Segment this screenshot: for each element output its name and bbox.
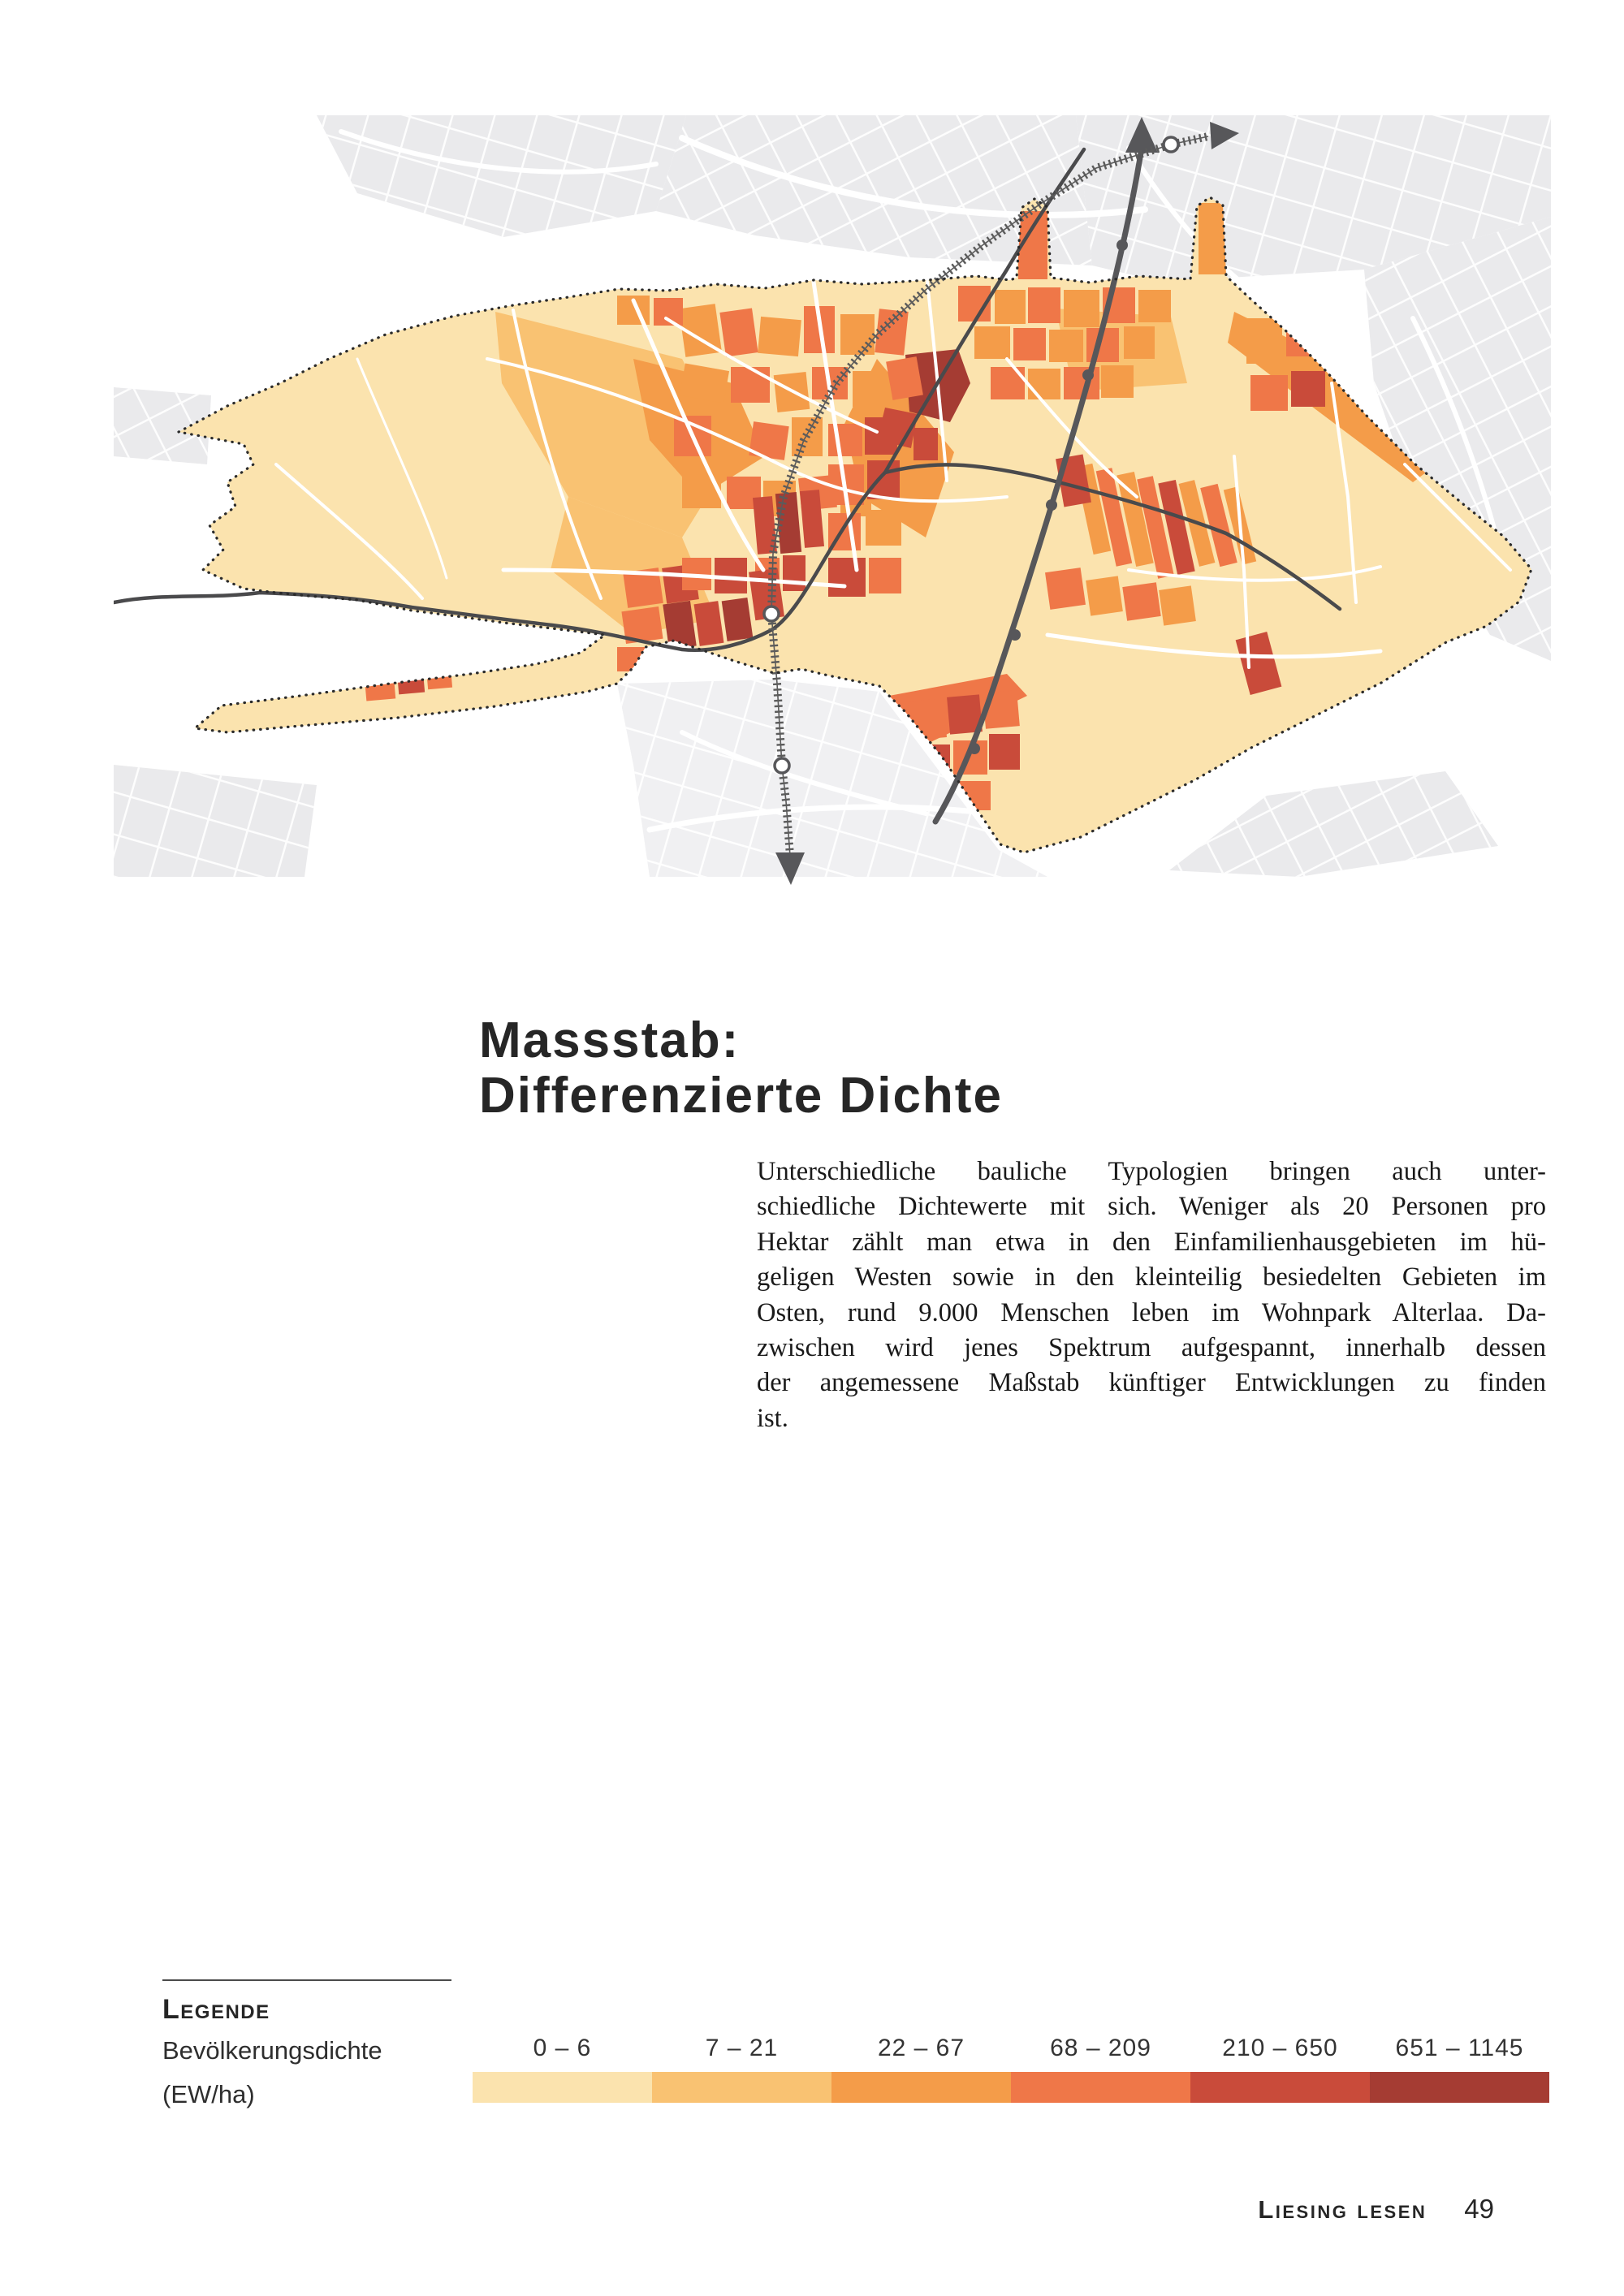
legend-color-bar	[473, 2072, 1549, 2103]
station-node-icon	[764, 606, 779, 621]
footer-page-number: 49	[1464, 2194, 1494, 2224]
station-node-icon	[775, 758, 789, 773]
legend-class-range: 7 – 21	[705, 2035, 779, 2061]
page-title-line1: Massstab:	[479, 1012, 741, 1068]
legend-subtitle-unit: (EW/ha)	[162, 2080, 255, 2108]
legend-class-swatch	[1190, 2072, 1370, 2103]
legend-class-range: 210 – 650	[1222, 2035, 1338, 2061]
body-text-line: zwischen wird jenes Spektrum aufgespannt, innerhalb dessen	[757, 1333, 1546, 1363]
map-canvas	[114, 115, 1551, 891]
legend-class-range: 68 – 209	[1050, 2035, 1151, 2061]
footer-book-title: Liesing lesen	[1258, 2195, 1427, 2224]
body-text-line: ist.	[757, 1403, 788, 1433]
legend-class-swatch	[473, 2072, 652, 2103]
body-text-line: Hektar zählt man etwa in den Einfamilienhausgebieten im hü-	[757, 1227, 1546, 1257]
legend-divider	[162, 1979, 451, 1981]
legend-class-swatch	[652, 2072, 831, 2103]
legend-class-swatch	[1011, 2072, 1190, 2103]
legend-class-swatch	[1370, 2072, 1549, 2103]
legend-heading: Legende	[162, 1994, 270, 2025]
legend-class-range: 651 – 1145	[1395, 2035, 1524, 2061]
body-text-line: Unterschiedliche bauliche Typologien bringen auch unter-	[757, 1157, 1546, 1186]
station-node-icon	[1164, 137, 1178, 152]
body-text-line: der angemessene Maßstab künftiger Entwicklungen zu finden	[757, 1368, 1546, 1398]
district-density-map	[114, 115, 1551, 891]
page-title	[479, 1013, 1003, 1124]
legend-class-range: 0 – 6	[533, 2035, 592, 2061]
legend-class-range: 22 – 67	[877, 2035, 965, 2061]
legend-class-swatch	[831, 2072, 1011, 2103]
legend-subtitle-density: Bevölkerungsdichte	[162, 2036, 382, 2065]
page-title-line2: Differenzierte Dichte	[479, 1068, 1003, 1124]
page-footer	[1258, 2194, 1494, 2225]
body-paragraph	[757, 1154, 1546, 1436]
body-text-line: geligen Westen sowie in den kleinteilig besiedelten Gebieten im	[757, 1262, 1546, 1293]
body-text-line: Osten, rund 9.000 Menschen leben im Wohnpark Alterlaa. Da-	[757, 1297, 1546, 1327]
body-text-line: schiedliche Dichtewerte mit sich. Weniger als 20 Personen pro	[757, 1192, 1546, 1222]
legend-class-labels	[473, 2035, 1549, 2062]
